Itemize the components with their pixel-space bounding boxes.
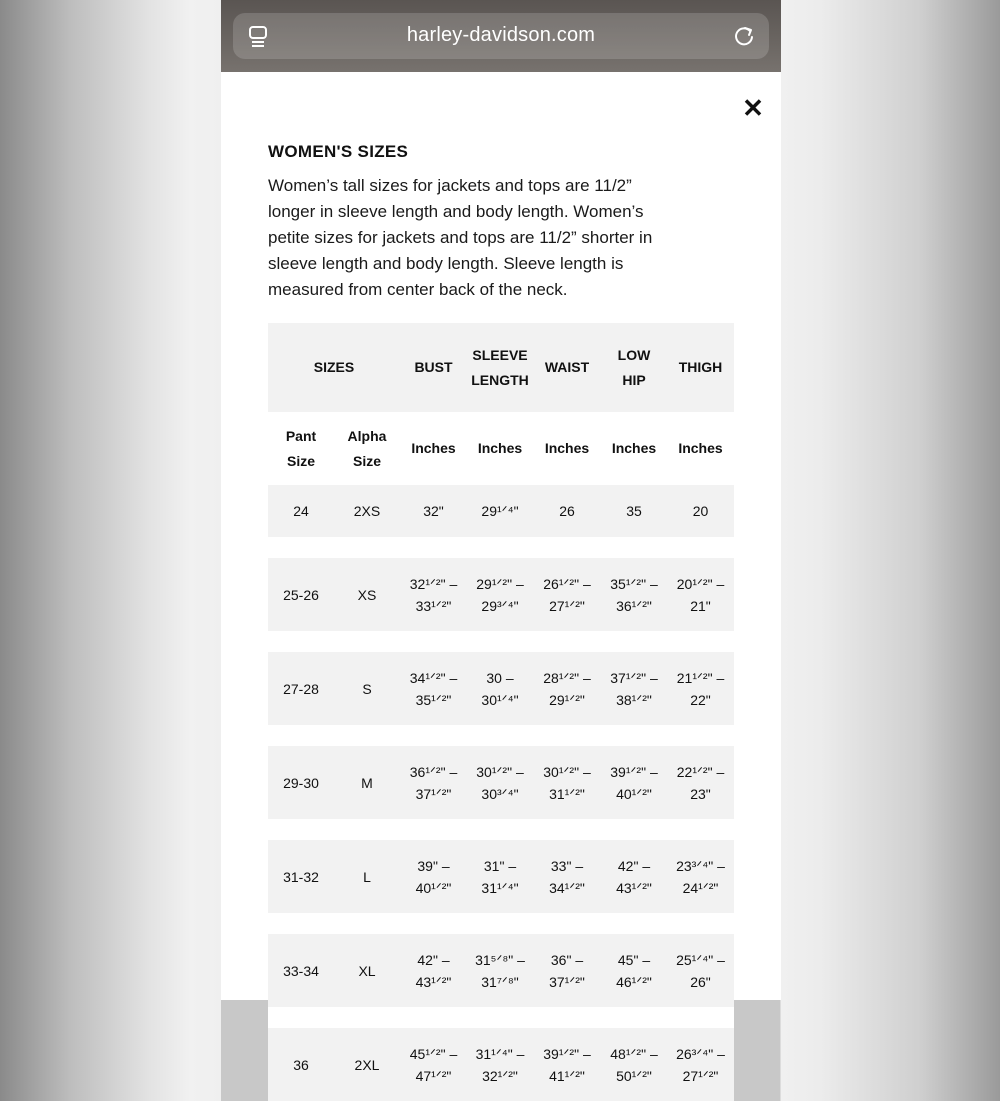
thigh-value: 24¹ᐟ²"	[682, 879, 719, 896]
hip-value: 50¹ᐟ²"	[616, 1067, 652, 1084]
thigh-value: 26³ᐟ⁴" –	[676, 1045, 725, 1062]
bust-value: 32¹ᐟ²" –	[409, 575, 458, 592]
url-text[interactable]: harley-davidson.com	[406, 24, 596, 46]
description-line: measured from center back of the neck.	[268, 280, 568, 299]
row-gap-cell	[268, 1007, 734, 1028]
waist-value: 30¹ᐟ²" –	[543, 763, 591, 780]
hip-value: 40¹ᐟ²"	[616, 785, 652, 802]
sleeve-value: 30¹ᐟ²" –	[476, 763, 524, 780]
sleeve-value: 31¹ᐟ⁴" –	[475, 1045, 525, 1062]
sleeve-cell	[467, 840, 533, 913]
header-alpha-line: Size	[352, 452, 381, 469]
bust-value: 32"	[423, 503, 444, 519]
row-gap-cell	[268, 537, 734, 558]
sleeve-cell	[467, 934, 533, 1007]
waist-value: 33" –	[550, 857, 584, 874]
alpha-size-cell: XS	[334, 558, 400, 631]
row-gap	[268, 725, 734, 746]
thigh-cell	[667, 840, 734, 913]
alpha-size-cell: L	[334, 840, 400, 913]
hip-value: 42" –	[617, 857, 651, 874]
header-unit-bust: Inches	[400, 412, 467, 485]
reload-icon[interactable]	[733, 24, 755, 48]
browser-toolbar	[221, 0, 781, 72]
row-gap	[268, 631, 734, 652]
bust-cell	[400, 1028, 467, 1101]
alpha-size-cell: M	[334, 746, 400, 819]
bust-value: 43¹ᐟ²"	[415, 973, 452, 990]
waist-value: 36" –	[550, 951, 584, 968]
header-low-hip	[601, 323, 667, 412]
row-gap	[268, 819, 734, 840]
waist-cell	[533, 840, 601, 913]
size-rows	[268, 485, 734, 1101]
table-row	[268, 746, 734, 819]
sleeve-value: 30 –	[486, 669, 514, 686]
row-gap-cell	[268, 725, 734, 746]
waist-value: 39¹ᐟ²" –	[543, 1045, 591, 1062]
header-row-measurements	[268, 323, 734, 412]
header-hip-line: HIP	[622, 371, 646, 388]
sleeve-value: 31⁷ᐟ⁸"	[481, 973, 519, 990]
size-chart-table	[268, 323, 734, 1101]
pant-size-cell: 25-26	[268, 558, 334, 631]
waist-value: 28¹ᐟ²" –	[543, 669, 591, 686]
bust-cell	[400, 934, 467, 1007]
sleeve-value: 30³ᐟ⁴"	[481, 785, 519, 802]
header-waist: WAIST	[533, 323, 601, 412]
pant-size-cell: 27-28	[268, 652, 334, 725]
alpha-size-cell: S	[334, 652, 400, 725]
waist-value: 37¹ᐟ²"	[549, 973, 585, 990]
thigh-value: 23"	[690, 785, 711, 802]
hip-cell	[601, 485, 667, 537]
table-row	[268, 934, 734, 1007]
bust-cell	[400, 485, 467, 537]
hip-cell	[601, 840, 667, 913]
size-description	[268, 173, 718, 303]
thigh-cell	[667, 652, 734, 725]
pant-size-cell: 24	[268, 485, 334, 537]
row-gap-cell	[268, 913, 734, 934]
thigh-value: 21"	[690, 597, 711, 614]
thigh-value: 25¹ᐟ⁴" –	[676, 951, 725, 968]
modal-title: WOMEN'S SIZES	[268, 142, 409, 161]
sleeve-value: 30¹ᐟ⁴"	[481, 691, 519, 708]
sleeve-cell	[467, 558, 533, 631]
bust-value: 37¹ᐟ²"	[415, 785, 452, 802]
thigh-value: 21¹ᐟ²" –	[676, 669, 725, 686]
header-unit-sleeve: Inches	[467, 412, 533, 485]
waist-value: 29¹ᐟ²"	[549, 691, 585, 708]
pant-size-cell: 36	[268, 1028, 334, 1101]
waist-value: 27¹ᐟ²"	[549, 597, 585, 614]
thigh-value: 22"	[690, 691, 711, 708]
thigh-value: 27¹ᐟ²"	[682, 1067, 719, 1084]
description-line: petite sizes for jackets and tops are 11/2” shorter in	[268, 228, 653, 247]
header-sizes: SIZES	[268, 323, 400, 412]
hip-value: 38¹ᐟ²"	[616, 691, 652, 708]
waist-value: 41¹ᐟ²"	[549, 1067, 585, 1084]
bust-value: 39" –	[417, 857, 450, 874]
header-pant-line: Pant	[285, 427, 317, 444]
waist-value: 34¹ᐟ²"	[549, 879, 585, 896]
bust-cell	[400, 558, 467, 631]
thigh-value: 26"	[690, 973, 711, 990]
waist-cell	[533, 746, 601, 819]
header-sleeve-line: LENGTH	[471, 371, 529, 388]
table-row	[268, 558, 734, 631]
waist-value: 26	[559, 503, 575, 519]
hip-value: 45" –	[617, 951, 651, 968]
header-alpha-size	[334, 412, 400, 485]
hip-cell	[601, 652, 667, 725]
hip-cell	[601, 934, 667, 1007]
hip-value: 43¹ᐟ²"	[616, 879, 652, 896]
hip-cell	[601, 1028, 667, 1101]
waist-cell	[533, 1028, 601, 1101]
row-gap	[268, 913, 734, 934]
header-row-units	[268, 412, 734, 485]
browser-window	[221, 0, 781, 1084]
row-gap	[268, 1007, 734, 1028]
alpha-size-cell: 2XL	[334, 1028, 400, 1101]
sleeve-cell	[467, 652, 533, 725]
header-unit-hip: Inches	[601, 412, 667, 485]
header-sleeve-length	[467, 323, 533, 412]
bust-cell	[400, 746, 467, 819]
bust-cell	[400, 652, 467, 725]
waist-cell	[533, 934, 601, 1007]
thigh-value: 22¹ᐟ²" –	[676, 763, 725, 780]
bust-value: 47¹ᐟ²"	[415, 1067, 452, 1084]
bust-value: 35¹ᐟ²"	[415, 691, 452, 708]
thigh-value: 20	[692, 503, 709, 519]
waist-cell	[533, 485, 601, 537]
header-unit-thigh: Inches	[667, 412, 734, 485]
sleeve-value: 31¹ᐟ⁴"	[481, 879, 519, 896]
bust-value: 34¹ᐟ²" –	[409, 669, 458, 686]
hip-value: 35¹ᐟ²" –	[610, 575, 658, 592]
hip-value: 48¹ᐟ²" –	[610, 1045, 658, 1062]
sleeve-value: 29¹ᐟ⁴"	[481, 503, 519, 519]
header-pant-size	[268, 412, 334, 485]
alpha-size-cell: 2XS	[334, 485, 400, 537]
alpha-size-cell: XL	[334, 934, 400, 1007]
address-bar[interactable]	[233, 13, 769, 59]
hip-cell	[601, 746, 667, 819]
hip-value: 36¹ᐟ²"	[616, 597, 652, 614]
hip-value: 39¹ᐟ²" –	[610, 763, 658, 780]
close-icon[interactable]: ✕	[742, 93, 764, 123]
bust-value: 45¹ᐟ²" –	[409, 1045, 458, 1062]
thigh-cell	[667, 558, 734, 631]
waist-value: 31¹ᐟ²"	[549, 785, 585, 802]
waist-value: 26¹ᐟ²" –	[543, 575, 591, 592]
pant-size-cell: 29-30	[268, 746, 334, 819]
sleeve-cell	[467, 485, 533, 537]
bust-value: 40¹ᐟ²"	[415, 879, 452, 896]
hip-cell	[601, 558, 667, 631]
header-bust: BUST	[400, 323, 467, 412]
bust-cell	[400, 840, 467, 913]
header-sleeve-line: SLEEVE	[472, 346, 528, 363]
bust-value: 33¹ᐟ²"	[415, 597, 452, 614]
header-pant-line: Size	[286, 452, 315, 469]
pant-size-cell: 31-32	[268, 840, 334, 913]
header-unit-waist: Inches	[533, 412, 601, 485]
table-row	[268, 1028, 734, 1101]
bust-value: 42" –	[417, 951, 450, 968]
sleeve-cell	[467, 746, 533, 819]
sleeve-value: 31" –	[483, 857, 517, 874]
sleeve-value: 31⁵ᐟ⁸" –	[475, 951, 525, 968]
table-row	[268, 485, 734, 537]
header-hip-line: LOW	[617, 346, 651, 363]
table-row	[268, 652, 734, 725]
thigh-cell	[667, 746, 734, 819]
thigh-cell	[667, 485, 734, 537]
pant-size-cell: 33-34	[268, 934, 334, 1007]
hip-value: 37¹ᐟ²" –	[610, 669, 658, 686]
row-gap	[268, 537, 734, 558]
thigh-cell	[667, 934, 734, 1007]
hip-value: 46¹ᐟ²"	[616, 973, 652, 990]
row-gap-cell	[268, 819, 734, 840]
waist-cell	[533, 652, 601, 725]
header-thigh: THIGH	[667, 323, 734, 412]
header-alpha-line: Alpha	[347, 427, 387, 444]
thigh-value: 23³ᐟ⁴" –	[676, 857, 725, 874]
bust-value: 36¹ᐟ²" –	[409, 763, 458, 780]
sleeve-value: 32¹ᐟ²"	[482, 1067, 518, 1084]
description-line: longer in sleeve length and body length. Women’s	[268, 202, 644, 221]
row-gap-cell	[268, 631, 734, 652]
waist-cell	[533, 558, 601, 631]
description-line: Women’s tall sizes for jackets and tops are 11/2”	[268, 176, 632, 195]
sleeve-value: 29³ᐟ⁴"	[481, 597, 519, 614]
hip-value: 35	[626, 503, 642, 519]
description-line: sleeve length and body length. Sleeve length is	[268, 254, 624, 273]
thigh-cell	[667, 1028, 734, 1101]
thigh-value: 20¹ᐟ²" –	[676, 575, 725, 592]
sleeve-cell	[467, 1028, 533, 1101]
table-row	[268, 840, 734, 913]
sleeve-value: 29¹ᐟ²" –	[476, 575, 524, 592]
